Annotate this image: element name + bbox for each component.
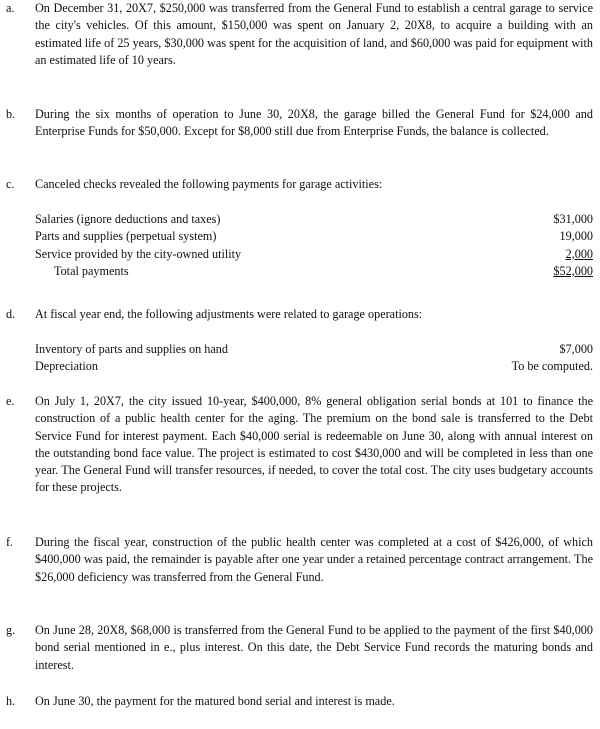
paragraph: On December 31, 20X7, $250,000 was transferred from the General Fund to establish a central garage to service the city's vehicles. Of this amount, $150,000 was spent on January 2, 20X8, to acquire a building with an estimated life of 25 years, $30,000 was spent for the acquisition of land, and $60,000 was paid for equipment with an estimated life of 10 years.: [35, 1, 593, 67]
paragraph: On July 1, 20X7, the city issued 10-year, $400,000, 8% general obligation serial bonds at 101 to finance the construction of a public health center for the aging. The premium on the bond sale is transferred to the Debt Service Fund for interest payment. Each $40,000 serial is redeemable on June 30, along with annual interest on the outstanding bond face value. The project is estimated to cost $430,000 and will be completed in less than one year. The General Fund will transfer resources, if needed, to cover the total cost. The city uses budgetary accounts for these projects.: [35, 394, 593, 495]
row-amount: 2,000: [565, 246, 593, 261]
table-row-total: [35, 263, 593, 280]
row-label: Depreciation: [35, 359, 98, 374]
item-letter: a.: [6, 1, 15, 15]
paragraph: On June 30, the payment for the matured bond serial and interest is made.: [35, 694, 395, 708]
total-label: Total payments: [54, 263, 129, 278]
row-amount: 19,000: [559, 229, 593, 244]
table-row: [35, 228, 593, 245]
item-letter: b.: [6, 107, 16, 121]
item-text: [35, 534, 593, 586]
paragraph: During the fiscal year, construction of the public health center was completed at a cost of $426,000, of which $400,000 was paid, the remainder is payable after one year under a retained percentage contract arrangement. The $26,000 deficiency was transferred from the General Fund.: [35, 535, 593, 584]
item-text: [35, 106, 593, 141]
row-label: Parts and supplies (perpetual system): [35, 229, 217, 244]
table-row: [35, 211, 593, 228]
item-text: [35, 622, 593, 674]
item-text: [35, 393, 593, 497]
paragraph: During the six months of operation to June 30, 20X8, the garage billed the General Fund for $24,000 and Enterprise Funds for $50,000. Except for $8,000 still due from Enterprise Funds, the balance is collected.: [35, 107, 593, 139]
row-label: Salaries (ignore deductions and taxes): [35, 212, 221, 226]
item-letter: d.: [6, 307, 16, 321]
adjustments-table: [35, 341, 593, 376]
item-letter: c.: [6, 177, 15, 191]
paragraph: Canceled checks revealed the following payments for garage activities:: [35, 177, 383, 191]
paragraph: On June 28, 20X8, $68,000 is transferred from the General Fund to be applied to the payment of the first $40,000 bond serial mentioned in e., plus interest. On this date, the Debt Service Fund records the maturing bonds and interest.: [35, 623, 593, 672]
row-amount: To be computed.: [511, 359, 593, 374]
table-row: [35, 341, 593, 358]
row-amount: $7,000: [559, 342, 593, 356]
item-text: [35, 693, 593, 710]
item-letter: g.: [6, 623, 16, 637]
item-text: [35, 0, 593, 69]
item-text: [35, 176, 593, 193]
paragraph: At fiscal year end, the following adjustments were related to garage operations:: [35, 307, 423, 321]
table-row: [35, 246, 593, 263]
row-amount: $31,000: [553, 212, 593, 226]
table-row: [35, 358, 593, 375]
item-letter: f.: [6, 535, 14, 549]
item-letter: e.: [6, 394, 15, 408]
row-label: Service provided by the city-owned utility: [35, 246, 242, 261]
item-letter: h.: [6, 694, 16, 708]
total-amount: $52,000: [553, 263, 593, 278]
row-label: Inventory of parts and supplies on hand: [35, 342, 228, 356]
item-text: [35, 306, 593, 323]
payments-table: [35, 211, 593, 280]
